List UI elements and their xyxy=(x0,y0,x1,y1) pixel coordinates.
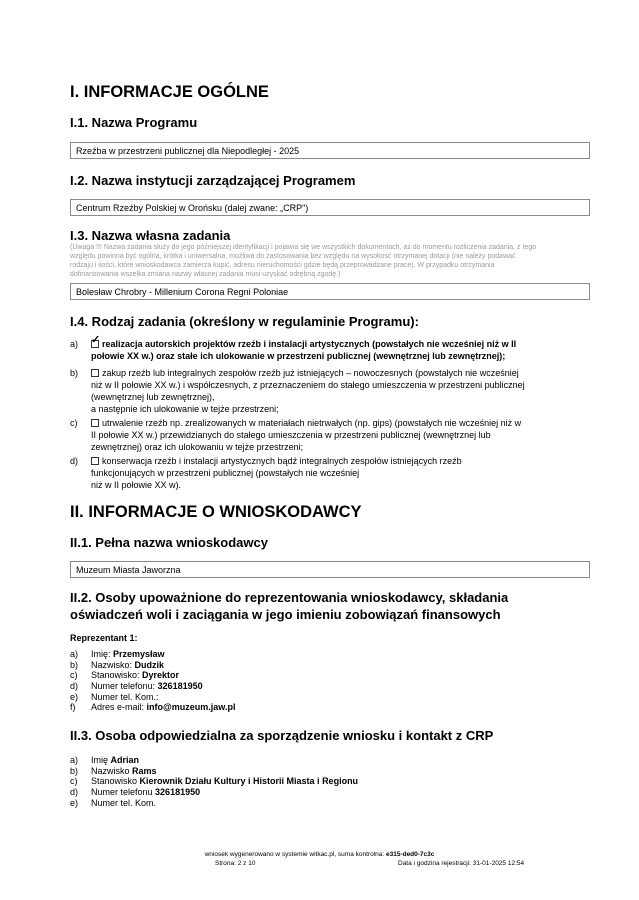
representatives-heading xyxy=(70,589,508,623)
item-letter: f) xyxy=(70,702,76,713)
item-letter: c) xyxy=(70,670,78,681)
item-label: Imię xyxy=(91,755,111,765)
option-letter: b) xyxy=(70,368,79,378)
program-name-heading: I.1. Nazwa Programu xyxy=(70,115,198,130)
list-item xyxy=(70,681,235,692)
list-item xyxy=(70,776,358,787)
option-text: realizacja autorskich projektów rzeźb i instalacji artystycznych (powstałych nie wcześniej niż w II xyxy=(102,339,517,349)
option-text: funkcjonujących w przestrzeni publicznej (powstałych nie wcześniej xyxy=(91,468,360,478)
list-item xyxy=(70,649,235,660)
task-option-a xyxy=(70,338,610,362)
list-item xyxy=(70,660,235,671)
note-line: rodzaju i ilości, które wnioskodawca zamierza kupić, adresu nieruchomości gdzie będą przeprowadzane prace). W przypadku otrzymania xyxy=(70,262,495,269)
item-label: Nazwisko xyxy=(91,765,133,776)
task-type-heading: I.4. Rodzaj zadania (określony w regulaminie Programu): xyxy=(70,314,419,329)
item-letter: d) xyxy=(70,787,79,798)
item-letter: e) xyxy=(70,691,79,702)
item-value: info@muzeum.jaw.pl xyxy=(146,702,236,713)
item-letter: a) xyxy=(70,755,79,765)
option-letter: c) xyxy=(70,418,78,428)
task-name-note xyxy=(70,243,605,279)
item-letter: c) xyxy=(70,776,78,787)
option-text: konserwacja rzeźb i instalacji artystycznych bądź integralnych zespołów istniejących rzeźb xyxy=(102,456,462,466)
item-letter: e) xyxy=(70,797,79,808)
item-label: Adres e-mail: xyxy=(91,702,147,713)
list-item xyxy=(70,787,358,798)
footer-generated xyxy=(0,851,639,858)
item-letter: b) xyxy=(70,765,79,776)
list-item xyxy=(70,702,235,713)
list-item xyxy=(70,766,358,777)
item-value: Przemysław xyxy=(113,649,165,659)
item-value: Kierownik Działu Kultury i Historii Miasta i Regionu xyxy=(139,776,359,787)
item-label: Numer tel. Kom. xyxy=(91,797,157,808)
checkbox-icon[interactable] xyxy=(91,419,99,427)
item-label: Stanowisko: xyxy=(91,670,143,681)
list-item xyxy=(70,670,235,681)
option-text: a następnie ich ulokowanie w tejże przestrzeni; xyxy=(91,404,279,414)
note-line: dofinansowania wszelka zmiana nazwy własnej zadania musi uzyskać odrębną zgodę.) xyxy=(70,271,341,278)
item-value: Rams xyxy=(132,765,157,776)
applicant-name-field: Muzeum Miasta Jaworzna xyxy=(70,561,590,578)
list-item xyxy=(70,755,358,766)
option-text: II połowie XX w.) przewidzianych do stałego umieszczenia w przestrzeni publicznej (wewnętrznej lub xyxy=(91,430,491,440)
representative-title: Reprezentant 1: xyxy=(70,633,138,643)
option-text: zewnętrznej) oraz ich ulokowaniu w tejże przestrzeni; xyxy=(91,442,304,452)
institution-heading: I.2. Nazwa instytucji zarządzającej Programem xyxy=(70,173,356,188)
option-letter: d) xyxy=(70,456,79,466)
heading-line: oświadczeń woli i zaciągania w jego imieniu zobowiązań finansowych xyxy=(70,607,501,622)
item-letter: a) xyxy=(70,649,79,659)
task-name-field: Bolesław Chrobry - Millenium Corona Regni Poloniae xyxy=(70,283,590,300)
item-value: Adrian xyxy=(110,755,140,765)
contact-list xyxy=(70,755,358,808)
item-label: Numer telefonu xyxy=(91,787,156,798)
option-text: zakup rzeźb lub integralnych zespołów rzeźb już istniejących – nowoczesnych (powstałych nie wcześniej xyxy=(102,368,519,378)
institution-field: Centrum Rzeźby Polskiej w Orońsku (dalej zwane: „CRP") xyxy=(70,199,590,216)
section-2-heading: II. INFORMACJE O WNIOSKODAWCY xyxy=(70,503,362,521)
task-option-c xyxy=(70,417,610,453)
option-text: (wewnętrznej lub zewnętrznej), xyxy=(91,392,215,402)
program-name-field: Rzeźba w przestrzeni publicznej dla Niepodległej - 2025 xyxy=(70,142,590,159)
item-label: Numer telefonu: xyxy=(91,681,158,692)
item-value: Dyrektor xyxy=(142,670,180,681)
footer-generated-text: wniosek wygenerowano w systemie witkac.pl, suma kontrolna: xyxy=(204,851,386,858)
option-text: niż w II połowie XX w.) i współczesnych, z przeznaczeniem do stałego umieszczenia w przestrzeni publicznej xyxy=(91,380,525,390)
item-value: 326181950 xyxy=(155,787,201,798)
note-line: względu powinna być ogólna, krótka i uniwersalna, możliwa do zastosowania bez względu na wysokość otrzymanej dotacji (nie należy podawać xyxy=(70,253,516,260)
contact-person-heading: II.3. Osoba odpowiedzialna za sporządzenie wniosku i kontakt z CRP xyxy=(70,728,494,743)
option-text: połowie XX w.) oraz stałe ich ulokowanie w przestrzeni publicznej (wewnętrznej lub zewnętrznej); xyxy=(91,351,506,361)
list-item xyxy=(70,798,358,809)
applicant-name-heading: II.1. Pełna nazwa wnioskodawcy xyxy=(70,535,268,550)
task-name-heading: I.3. Nazwa własna zadania xyxy=(70,228,231,243)
option-text: niż w II połowie XX w). xyxy=(91,480,182,490)
list-item xyxy=(70,692,235,703)
section-1-heading: I. INFORMACJE OGÓLNE xyxy=(70,83,269,101)
option-text: utrwalenie rzeźb np. zrealizowanych w materiałach nietrwałych (np. gips) (powstałych nie wcześniej niż w xyxy=(102,418,522,428)
item-label: Stanowisko xyxy=(91,776,140,787)
representative-list xyxy=(70,649,235,713)
footer-registration-date: Data i godzina rejestracji: 31-01-2025 12:54 xyxy=(398,860,525,867)
note-line: (Uwaga !!! Nazwa zadania służy do jego późniejszej identyfikacji i pojawia się we wszystkich dokumentach, aż do momentu rozliczenia zadania, z tego xyxy=(70,244,537,251)
item-value: Dudzik xyxy=(134,659,165,670)
option-letter: a) xyxy=(70,339,79,349)
footer-page-number: Strona: 2 z 10 xyxy=(215,860,256,867)
checkbox-checked-icon[interactable] xyxy=(91,340,99,348)
item-label: Nazwisko: xyxy=(91,659,135,670)
item-label: Numer tel. Kom.: xyxy=(91,691,159,702)
footer-checksum: e315-ded0-7c3c xyxy=(385,851,435,858)
task-option-d xyxy=(70,455,610,491)
item-label: Imię: xyxy=(91,649,114,659)
heading-line: II.2. Osoby upoważnione do reprezentowania wnioskodawcy, składania xyxy=(70,590,509,605)
item-letter: d) xyxy=(70,681,79,692)
item-value: 326181950 xyxy=(157,681,203,692)
checkbox-icon[interactable] xyxy=(91,457,99,465)
item-letter: b) xyxy=(70,659,79,670)
task-option-b xyxy=(70,367,610,415)
checkbox-icon[interactable] xyxy=(91,369,99,377)
